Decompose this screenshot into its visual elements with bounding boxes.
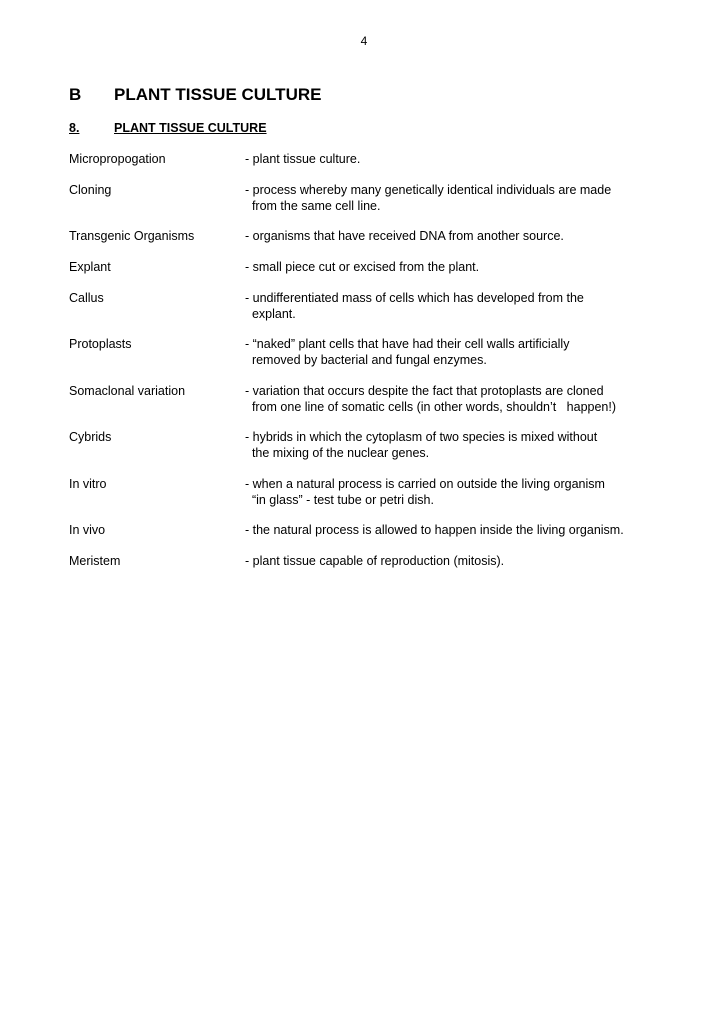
page-number: 4 (360, 34, 368, 48)
glossary-row (69, 152, 709, 168)
glossary-row (69, 554, 709, 570)
glossary-term: In vitro (69, 477, 107, 491)
glossary-row (69, 291, 709, 322)
glossary-term: Transgenic Organisms (69, 229, 195, 243)
glossary-row (69, 337, 709, 368)
glossary-term: Somaclonal variation (69, 384, 186, 398)
glossary-row (69, 523, 709, 539)
glossary-definition: - variation that occurs despite the fact that protoplasts are cloned from one line of somatic cells (in other words, shouldn’t happen!) (245, 384, 617, 414)
section-title: PLANT TISSUE CULTURE (114, 85, 322, 104)
glossary-term: Cybrids (69, 430, 112, 444)
glossary-row (69, 384, 709, 415)
glossary-definition: - the natural process is allowed to happen inside the living organism. (245, 523, 624, 537)
subsection-heading (69, 121, 267, 135)
glossary-definition: - process whereby many genetically identical individuals are made from the same cell line. (245, 183, 612, 213)
subsection-number: 8. (69, 121, 80, 135)
glossary-definition: - plant tissue capable of reproduction (mitosis). (245, 554, 505, 568)
glossary-term: Meristem (69, 554, 121, 568)
glossary-definition: - when a natural process is carried on outside the living organism “in glass” - test tube or petri dish. (245, 477, 605, 507)
glossary-definition: - hybrids in which the cytoplasm of two species is mixed without the mixing of the nuclear genes. (245, 430, 598, 460)
glossary-term: In vivo (69, 523, 106, 537)
section-heading (69, 85, 321, 105)
glossary-definition: - organisms that have received DNA from another source. (245, 229, 564, 243)
glossary-row (69, 430, 709, 461)
glossary-row (69, 260, 709, 276)
glossary-term: Micropropogation (69, 152, 166, 166)
glossary-definition: - undifferentiated mass of cells which has developed from the explant. (245, 291, 584, 321)
glossary-row (69, 229, 709, 245)
section-letter: B (69, 85, 82, 104)
glossary-row (69, 477, 709, 508)
glossary-term: Cloning (69, 183, 112, 197)
glossary-definition: - plant tissue culture. (245, 152, 361, 166)
glossary-term: Explant (69, 260, 111, 274)
glossary-term: Protoplasts (69, 337, 132, 351)
glossary-definition: - “naked” plant cells that have had their cell walls artificially removed by bacterial and fungal enzymes. (245, 337, 570, 367)
subsection-title: PLANT TISSUE CULTURE (114, 121, 267, 135)
glossary-row (69, 183, 709, 214)
glossary-term: Callus (69, 291, 104, 305)
glossary-definition: - small piece cut or excised from the plant. (245, 260, 480, 274)
